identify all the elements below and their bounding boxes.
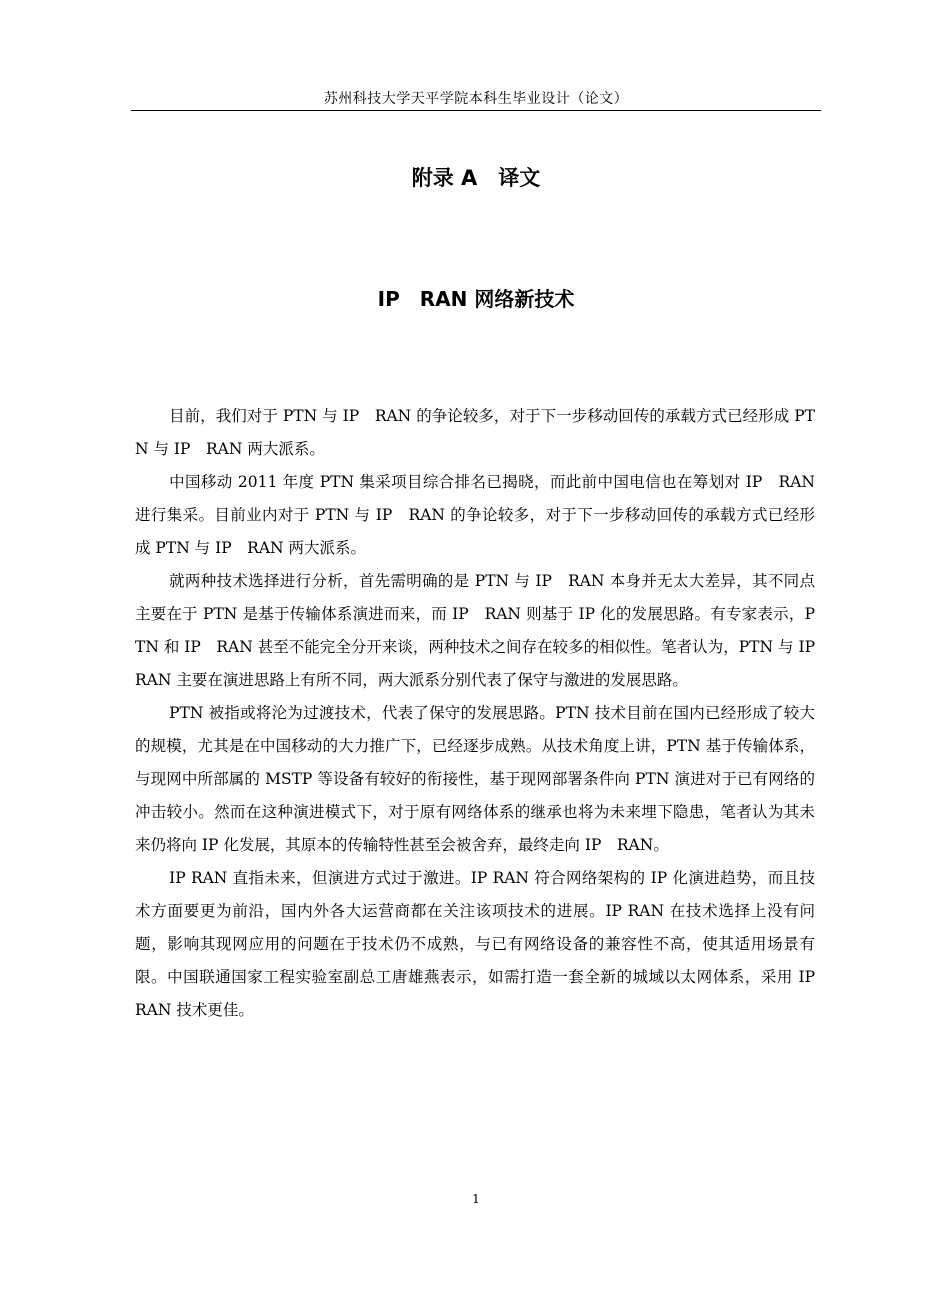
paragraph-5: IP RAN 直指未来，但演进方式过于激进。IP RAN 符合网络架构的 IP 化演进趋势，而且技术方面要更为前沿，国内外各大运营商都在关注该项技术的进展。IP RAN 在技术选择上没有问题，影响其现网应用的问题在于技术仍不成熟，与已有网络设备的兼容性不高，使其适用场景有限。中国联通国家工程实验室副总工唐雄燕表示，如需打造一套全新的城域以太网体系，采用 IP RAN 技术更佳。 — [135, 869, 831, 1019]
header-divider — [131, 110, 821, 111]
article-body — [135, 400, 831, 1027]
paragraph-4: PTN 被指或将沦为过渡技术，代表了保守的发展思路。PTN 技术目前在国内已经形成了较大的规模，尤其是在中国移动的大力推广下，已经逐步成熟。从技术角度上讲，PTN 基于传输体系，与现网中所部属的 MSTP 等设备有较好的衔接性，基于现网部署条件向 PTN 演进对于已有网络的冲击较小。然而在这种演进模式下，对于原有网络体系的继承也将为未来埋下隐患，笔者认为其未来仍将向 IP 化发展，其原本的传输特性甚至会被舍弃，最终走向 IP RAN。 — [135, 704, 815, 854]
paragraph-3: 就两种技术选择进行分析，首先需明确的是 PTN 与 IP RAN 本身并无太大差异，其不同点主要在于 PTN 是基于传输体系演进而来，而 IP RAN 则基于 IP 化的发展思路。有专家表示，PTN 和 IP RAN 甚至不能完全分开来谈，两种技术之间存在较多的相似性。笔者认为，PTN 与 IP RAN 主要在演进思路上有所不同，两大派系分别代表了保守与激进的发展思路。 — [135, 572, 831, 689]
paragraph-2: 中国移动 2011 年度 PTN 集采项目综合排名已揭晓，而此前中国电信也在筹划对 IP RAN 进行集采。目前业内对于 PTN 与 IP RAN 的争论较多，对于下一步移动回传的承载方式已经形成 PTN 与 IP RAN 两大派系。 — [135, 473, 815, 557]
paragraph-1: 目前，我们对于 PTN 与 IP RAN 的争论较多，对于下一步移动回传的承载方式已经形成 PTN 与 IP RAN 两大派系。 — [135, 407, 815, 458]
appendix-title: 附录 A 译文 — [411, 166, 541, 190]
page-number: 1 — [472, 1192, 480, 1206]
running-header: 苏州科技大学天平学院本科生毕业设计（论文） — [323, 91, 629, 107]
article-title: IP RAN 网络新技术 — [377, 287, 575, 311]
